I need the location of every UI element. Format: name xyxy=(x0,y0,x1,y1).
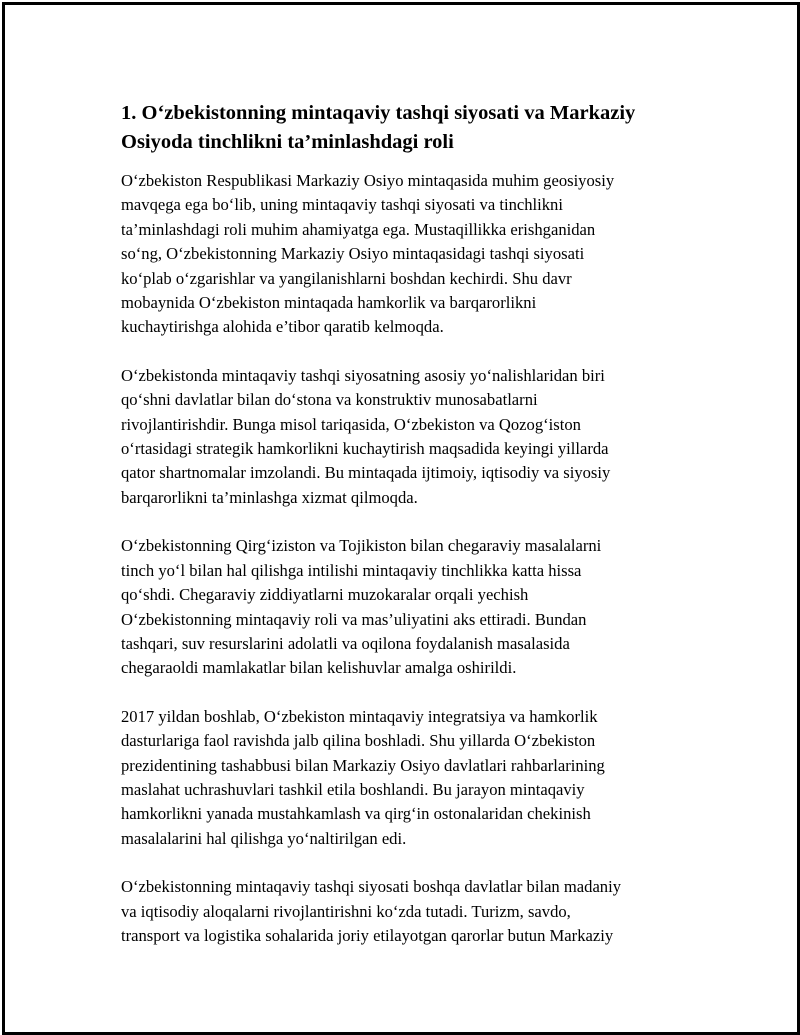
heading-line: 1. O‘zbekistonning mintaqaviy tashqi siyosati va Markaziy xyxy=(121,102,636,124)
text-line: chegaraoldi mamlakatlar bilan kelishuvlar amalga oshirildi. xyxy=(121,658,517,678)
paragraph-1 xyxy=(121,169,681,340)
text-line: prezidentining tashabbusi bilan Markaziy Osiyo davlatlari rahbarlarining xyxy=(121,755,605,775)
text-line: kuchaytirishga alohida e’tibor qaratib kelmoqda. xyxy=(121,317,444,337)
text-line: transport va logistika sohalarida joriy etilayotgan qarorlar butun Markaziy xyxy=(121,925,614,945)
paragraph-5 xyxy=(121,875,681,948)
text-line: qo‘shni davlatlar bilan do‘stona va konstruktiv munosabatlarni xyxy=(121,390,538,410)
paragraph-3 xyxy=(121,534,681,680)
heading-line: Osiyoda tinchlikni ta’minlashdagi roli xyxy=(121,131,454,153)
text-line: rivojlantirishdir. Bunga misol tariqasida, O‘zbekiston va Qozog‘iston xyxy=(121,414,581,434)
text-line: so‘ng, O‘zbekistonning Markaziy Osiyo mintaqasidagi tashqi siyosati xyxy=(121,244,585,264)
text-line: barqarorlikni ta’minlashga xizmat qilmoqda. xyxy=(121,487,418,507)
text-line: mavqega ega bo‘lib, uning mintaqaviy tashqi siyosati va tinchlikni xyxy=(121,195,563,215)
text-line: tinch yo‘l bilan hal qilishga intilishi mintaqaviy tinchlikka katta hissa xyxy=(121,560,582,580)
text-line: O‘zbekistonning mintaqaviy roli va mas’uliyatini aks ettiradi. Bundan xyxy=(121,609,587,629)
text-line: va iqtisodiy aloqalarni rivojlantirishni ko‘zda tutadi. Turizm, savdo, xyxy=(121,901,571,921)
text-line: ko‘plab o‘zgarishlar va yangilanishlarni boshdan kechirdi. Shu davr xyxy=(121,268,572,288)
section-heading xyxy=(121,99,681,157)
document-body xyxy=(121,99,681,972)
text-line: 2017 yildan boshlab, O‘zbekiston mintaqaviy integratsiya va hamkorlik xyxy=(121,706,598,726)
text-line: dasturlariga faol ravishda jalb qilina boshladi. Shu yillarda O‘zbekiston xyxy=(121,731,596,751)
paragraph-4 xyxy=(121,705,681,851)
text-line: qator shartnomalar imzolandi. Bu mintaqada ijtimoiy, iqtisodiy va siyosiy xyxy=(121,463,611,483)
text-line: tashqari, suv resurslarini adolatli va oqilona foydalanish masalasida xyxy=(121,633,570,653)
paragraph-2 xyxy=(121,364,681,510)
page-frame xyxy=(2,2,800,1035)
text-line: O‘zbekistonda mintaqaviy tashqi siyosatning asosiy yo‘nalishlaridan biri xyxy=(121,365,605,385)
text-line: O‘zbekistonning mintaqaviy tashqi siyosati boshqa davlatlar bilan madaniy xyxy=(121,877,622,897)
text-line: qo‘shdi. Chegaraviy ziddiyatlarni muzokaralar orqali yechish xyxy=(121,585,529,605)
text-line: masalalarini hal qilishga yo‘naltirilgan edi. xyxy=(121,828,407,848)
text-line: o‘rtasidagi strategik hamkorlikni kuchaytirish maqsadida keyingi yillarda xyxy=(121,439,609,459)
text-line: ta’minlashdagi roli muhim ahamiyatga ega. Mustaqillikka erishganidan xyxy=(121,219,596,239)
text-line: O‘zbekistonning Qirg‘iziston va Tojikiston bilan chegaraviy masalalarni xyxy=(121,536,602,556)
text-line: mobaynida O‘zbekiston mintaqada hamkorlik va barqarorlikni xyxy=(121,293,537,313)
text-line: hamkorlikni yanada mustahkamlash va qirg‘in ostonalaridan chekinish xyxy=(121,804,591,824)
text-line: O‘zbekiston Respublikasi Markaziy Osiyo mintaqasida muhim geosiyosiy xyxy=(121,171,615,190)
text-line: maslahat uchrashuvlari tashkil etila boshlandi. Bu jarayon mintaqaviy xyxy=(121,779,585,799)
